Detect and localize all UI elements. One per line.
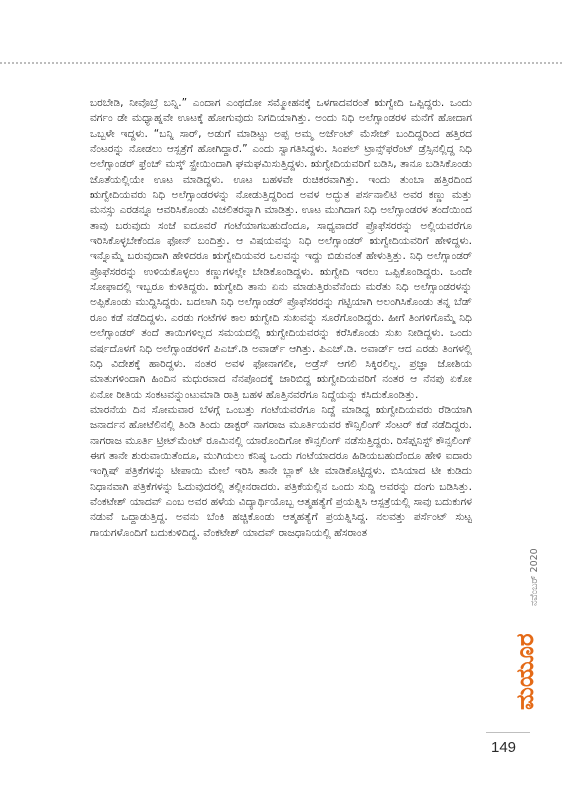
magazine-logo: ಮಯೂರ [511, 633, 539, 710]
article-body [90, 96, 472, 668]
folio-rule [486, 732, 530, 733]
header-dotted-rule [0, 62, 562, 64]
issue-label: ನವೆಂಬರ್ 2020 [529, 548, 540, 606]
article-paragraph: ಬರಬೇಡಿ, ನೀವೊಬ್ರೆ ಬನ್ನಿ.” ಎಂದಾಗ ಎಂಥದೋ ಸಮ್ಮೋಹನಕ್ಕೆ ಒಳಗಾದವರಂತೆ ಋಗ್ವೇದಿ ಒಪ್ಪಿದ್ದರು. ಒಂದು ವರ್ಗಂ ಡೇ ಮಧ್ಯಾಹ್ನವೇ ಊಟಕ್ಕೆ ಹೋಗುವುದು ನಿಗದಿಯಾಗಿತ್ತು. ಅಂದು ನಿಧಿ ಅಲೆಗ್ಸಾಂಡರಳ ಮನೆಗೆ ಹೋದಾಗ ಒಬ್ಬಳೇ ಇದ್ದಳು. “ಬನ್ನಿ ಸಾರ್, ಅಡುಗೆ ಮಾಡಿಟ್ಟು ಅಪ್ಪ ಅಮ್ಮ ಅರ್ಜೆಂಟ್ ಮೆಸೇಜ್ ಬಂದಿದ್ದರಿಂದ ಹತ್ತಿರದ ನೆಂಟರನ್ನು ನೋಡಲು ಆಸ್ಪತ್ರೆಗೆ ಹೋಗಿದ್ದಾರೆ.” ಎಂದು ಸ್ವಾಗತಿಸಿದ್ದಳು. ಸಿಂಪಲ್ ಟ್ರಾನ್ಸ್‌ಫರೆಂಟ್ ಡ್ರೆಸ್ಸಿನಲ್ಲಿದ್ದ ನಿಧಿ ಅಲೆಗ್ಸಾಂಡರ್ ಫ್ರೆಂಚ್ ಮಸ್ಕ್ ಸ್ಪ್ರೇಯಿಂದಾಗಿ ಘಮಘಮಿಸುತ್ತಿದ್ದಳು. ಋಗ್ವೇದಿಯವರಿಗೆ ಬಡಿಸಿ, ತಾನೂ ಬಡಿಸಿಕೊಂಡು ಜೊತೆಯಲ್ಲಿಯೇ ಊಟ ಮಾಡಿದ್ದಳು. ಊಟ ಬಹಳವೇ ರುಚಿಕರವಾಗಿತ್ತು. ಇಂದು ತುಂಬಾ ಹತ್ತಿರದಿಂದ ಋಗ್ವೇದಿಯವರು ನಿಧಿ ಅಲೆಗ್ಸಾಂಡರಳನ್ನು ನೋಡುತ್ತಿದ್ದರಿಂದ ಅವಳ ಅದ್ಭುತ ಪರ್ಸನಾಲಿಟಿ ಅವರ ಕಣ್ಣು ಮತ್ತು ಮನಸ್ಸು ಎರಡನ್ನೂ ಆವರಿಸಿಕೊಂಡು ವಿಚಲಿತರನ್ನಾಗಿ ಮಾಡಿತ್ತು. ಊಟ ಮುಗಿದಾಗ ನಿಧಿ ಅಲೆಗ್ಸಾಂಡರಳ ತಂದೆಯಿಂದ ತಾವು ಬರುವುದು ಸಂಜೆ ಐದೂವರೆ ಗಂಟೆಯಾಗಬಹುದೆಂದೂ, ಸಾಧ್ಯವಾದರೆ ಪ್ರೊಫೆಸರರನ್ನು ಅಲ್ಲಿಯವರೆಗೂ ಇರಿಸಿಕೊಳ್ಳಬೇಕೆಂದೂ ಫೋನ್ ಬಂದಿತ್ತು. ಆ ವಿಷಯವನ್ನು ನಿಧಿ ಅಲೆಗ್ಸಾಂಡರ್ ಋಗ್ವೇದಿಯವರಿಗೆ ಹೇಳಿದ್ದಳು. ಇನ್ನೊಮ್ಮೆ ಬರುವುದಾಗಿ ಹೇಳಿದರೂ ಋಗ್ವೇದಿಯವರ ಒಲವನ್ನು ಇದ್ದು ಬಿಡುವಂತೆ ಹೇಳುತ್ತಿತ್ತು. ನಿಧಿ ಅಲೆಗ್ಸಾಂಡರ್ ಪ್ರೊಫೆಸರರನ್ನು ಉಳಿಯಕೊಳ್ಳಲು ಕಣ್ಣುಗಳಲ್ಲೇ ಬೇಡಿಕೊಂಡಿದ್ದಳು. ಋಗ್ವೇದಿ ಇರಲು ಒಪ್ಪಿಕೊಂಡಿದ್ದರು. ಒಂದೇ ಸೋಫಾದಲ್ಲಿ ಇಬ್ಬರೂ ಕುಳಿತಿದ್ದರು. ಋಗ್ವೇದಿ ತಾನು ಏನು ಮಾಡುತ್ತಿರುವೆನೆಂದು ಮರೆತು ನಿಧಿ ಅಲೆಗ್ಸಾಂಡರಳನ್ನು ಅಪ್ಪಿಕೊಂಡು ಮುದ್ದಿಸಿದ್ದರು. ಬದಲಾಗಿ ನಿಧಿ ಅಲೆಗ್ಸಾಂಡರ್ ಪ್ರೊಫೆಸರರನ್ನು ಗಟ್ಟಿಯಾಗಿ ಅಲಂಗಿಸಿಕೊಂಡು ತನ್ನ ಬೆಡ್ ರೂಂ ಕಡೆ ನಡೆದಿದ್ದಳು. ಎರಡು ಗಂಟೆಗಳ ಕಾಲ ಋಗ್ವೇದಿ ಸುಖವನ್ನು ಸೂರೆಗೊಂಡಿದ್ದರು. ಹೀಗೆ ತಿಂಗಳಿಗೊಮ್ಮೆ ನಿಧಿ ಅಲೆಗ್ಸಾಂಡರ್ ತಂದೆ ತಾಯಿಗಳಿಲ್ಲದ ಸಮಯದಲ್ಲಿ ಋಗ್ವೇದಿಯವರನ್ನು ಕರೆಸಿಕೊಂಡು ಸುಖ ನೀಡಿದ್ದಳು. ಒಂದು ವರ್ಷದೊಳಗೆ ನಿಧಿ ಅಲೆಗ್ಸಾಂಡರಳಿಗೆ ಪಿಎಚ್.ಡಿ ಅವಾರ್ಡ್ ಆಗಿತ್ತು. ಪಿಎಚ್.ಡಿ. ಅವಾರ್ಡ್ ಆದ ಎರಡು ತಿಂಗಳಲ್ಲಿ ನಿಧಿ ವಿದೇಶಕ್ಕೆ ಹಾರಿದ್ದಳು. ನಂತರ ಅವಳ ಫೋನಾಗಲೀ, ಅಡ್ರೆಸ್ ಆಗಲಿ ಸಿಕ್ಕಿರಲಿಲ್ಲ. ಪ್ರಜ್ಞಾ ಜೋಶಿಯ ಮಾತುಗಳಿಂದಾಗಿ ಹಿಂದಿನ ಮಧುರವಾದ ನೆನಪೊಂದಕ್ಕೆ ಜಾರಿಬಿದ್ದ ಋಗ್ವೇದಿಯವರಿಗೆ ನಂತರ ಆ ನೆನಪು ಏಕೋ ಏನೋ ರೀತಿಯ ಸಂಕಟವನ್ನುಂಟುಮಾಡಿ ರಾತ್ರಿ ಬಹಳ ಹೊತ್ತಿನವರೆಗೂ ನಿದ್ದೆಯನ್ನು ಕಸಿದುಕೊಂಡಿತ್ತು. [90, 97, 472, 401]
article-paragraph: ಮಾರನೆಯ ದಿನ ಸೋಮವಾರ ಬೆಳಗ್ಗೆ ಒಂಬತ್ತು ಗಂಟೆಯವರೆಗೂ ನಿದ್ದೆ ಮಾಡಿದ್ದ ಋಗ್ವೇದಿಯವರು ರೆಡಿಯಾಗಿ ಜನಾರ್ದನ ಹೋಟೆಲಿನಲ್ಲಿ ತಿಂಡಿ ತಿಂದು ಡಾಕ್ಟರ್ ನಾಗರಾಜ ಮೂರ್ತಿಯವರ ಕೌನ್ಸಿಲಿಂಗ್ ಸೆಂಟರ್ ಕಡೆ ನಡೆದಿದ್ದರು. ನಾಗರಾಜ ಮೂರ್ತಿ ಟ್ರೀಟ್‌ಮೆಂಟ್ ರೂಮಿನಲ್ಲಿ ಯಾರೊಂದಿಗೋ ಕೌನ್ಸಲಿಂಗ್ ನಡೆಸುತ್ತಿದ್ದರು. ರಿಸೆಪ್ಷನಿಸ್ಟ್ ಕೌನ್ಸಲಿಂಗ್ ಈಗ ತಾನೇ ಶುರುವಾಯಿತೆಂದೂ, ಮುಗಿಯಲು ಕನಿಷ್ಠ ಒಂದು ಗಂಟೆಯಾದರೂ ಹಿಡಿಯಬಹುದೆಂದೂ ಹೇಳಿ ಐದಾರು ಇಂಗ್ಲಿಷ್ ಪತ್ರಿಕೆಗಳನ್ನು ಟೀಪಾಯಿ ಮೇಲೆ ಇರಿಸಿ ತಾನೇ ಬ್ಲಾಕ್ ಟೀ ಮಾಡಿಕೊಟ್ಟಿದ್ದಳು. ಬಿಸಿಯಾದ ಟೀ ಕುಡಿದು ನಿಧಾನವಾಗಿ ಪತ್ರಿಕೆಗಳನ್ನು ಓದುವುದರಲ್ಲಿ ತಲ್ಲೀನರಾದರು. ಪತ್ರಿಕೆಯಲ್ಲಿನ ಒಂದು ಸುದ್ದಿ ಅವರನ್ನು ದಂಗು ಬಡಿಸಿತ್ತು. ವೆಂಕಟೇಶ್ ಯಾದವ್ ಎಂಬ ಅವರ ಹಳೆಯ ವಿದ್ಯಾರ್ಥಿಯೊಬ್ಬ ಆತ್ಮಹತ್ಯೆಗೆ ಪ್ರಯತ್ನಿಸಿ ಆಸ್ಪತ್ರೆಯಲ್ಲಿ ಸಾವು ಬದುಕುಗಳ ನಡುವೆ ಒದ್ದಾಡುತ್ತಿದ್ದ. ಅವನು ಬೆಂಕಿ ಹಚ್ಚಿಕೊಂಡು ಆತ್ಮಹತ್ಯೆಗೆ ಪ್ರಯತ್ನಿಸಿದ್ದ. ನಲವತ್ತು ಪರ್ಸೆಂಟ್ ಸುಟ್ಟ ಗಾಯಗಳೊಂದಿಗೆ ಬದುಕುಳಿದಿದ್ದ. ವೆಂಕಟೇಶ್ ಯಾದವ್ ರಾಜಧಾನಿಯಲ್ಲಿ ಹೆಸರಾಂತ [90, 403, 472, 539]
page-number: 149 [491, 739, 517, 756]
